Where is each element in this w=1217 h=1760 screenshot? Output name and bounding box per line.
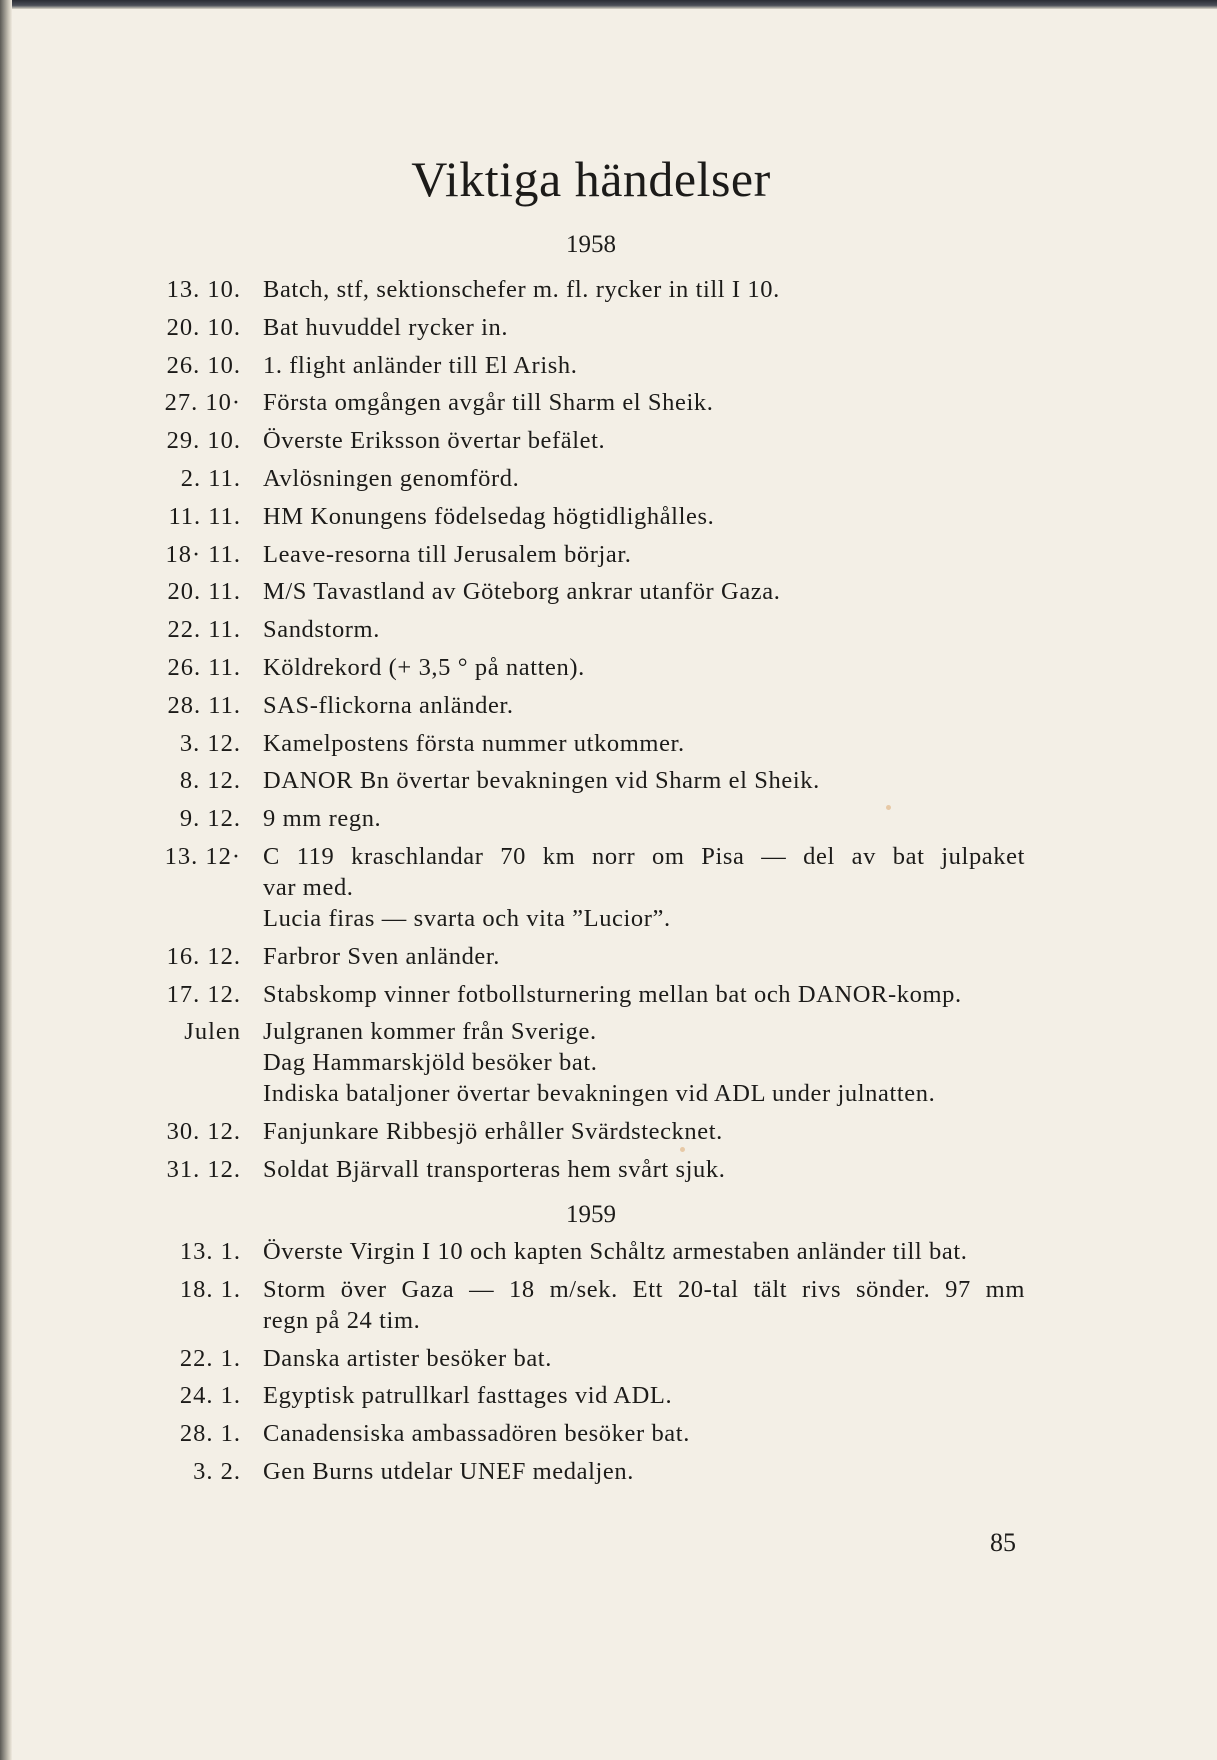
event-row [140, 539, 1025, 570]
event-date: 8. 12. [179, 767, 241, 795]
event-text-line: Julgranen kommer från Sverige. [263, 1018, 597, 1046]
event-description [263, 312, 1025, 343]
event-row [140, 1456, 1025, 1487]
event-description [263, 501, 1025, 532]
event-description [263, 463, 1025, 494]
event-text-line: HM Konungens födelsedag högtidlighålles. [263, 502, 715, 530]
event-description [263, 803, 1025, 834]
event-row [140, 1236, 1025, 1267]
paper-speck [680, 1147, 685, 1152]
event-row [140, 841, 1025, 934]
event-text-line: Soldat Bjärvall transporteras hem svårt sjuk. [263, 1155, 726, 1183]
event-row [140, 387, 1025, 418]
paper-speck [886, 805, 891, 810]
event-description [263, 941, 1025, 972]
event-row [140, 463, 1025, 494]
event-description [263, 1418, 1025, 1449]
event-text-line: M/S Tavastland av Göteborg ankrar utanför Gaza. [263, 578, 781, 606]
event-date: 20. 10. [166, 313, 241, 341]
event-row [140, 501, 1025, 532]
page-top-edge [0, 0, 1217, 9]
event-row [140, 803, 1025, 834]
event-date: 17. 12. [166, 980, 241, 1008]
event-description [263, 1236, 1025, 1267]
event-text-line: Danska artister besöker bat. [263, 1344, 552, 1372]
event-date: 20. 11. [167, 578, 241, 606]
event-row [140, 274, 1025, 305]
event-row [140, 1343, 1025, 1374]
event-date: 27. 10· [164, 389, 241, 417]
event-date: 28. 1. [179, 1420, 241, 1448]
event-date: 13. 12· [164, 842, 241, 870]
event-text-line: DANOR Bn övertar bevakningen vid Sharm el Sheik. [263, 767, 820, 795]
event-date: 18· 11. [165, 540, 241, 568]
event-date: 24. 1. [179, 1382, 241, 1410]
event-date: 11. 11. [168, 502, 241, 530]
event-row [140, 425, 1025, 456]
event-date: 30. 12. [166, 1118, 241, 1146]
event-row [140, 1154, 1025, 1185]
event-row [140, 728, 1025, 759]
event-description [263, 841, 1025, 934]
event-date: 22. 1. [179, 1344, 241, 1372]
event-text-line: Fanjunkare Ribbesjö erhåller Svärdstecknet. [263, 1118, 723, 1146]
event-date: 29. 10. [166, 427, 241, 455]
event-description [263, 1274, 1025, 1336]
event-text-line: Första omgången avgår till Sharm el Sheik. [263, 389, 714, 417]
event-text-line: Farbror Sven anländer. [263, 942, 501, 970]
event-text-line: Storm över Gaza — 18 m/sek. Ett 20-tal tält rivs sönder. 97 mm [263, 1275, 1025, 1303]
event-description [263, 1154, 1025, 1185]
book-spine-shadow [0, 0, 12, 1760]
event-row [140, 979, 1025, 1010]
event-row [140, 690, 1025, 721]
event-text-line: Dag Hammarskjöld besöker bat. [263, 1049, 598, 1077]
event-text-line: Stabskomp vinner fotbollsturnering mellan bat och DANOR-komp. [263, 980, 962, 1008]
event-description [263, 690, 1025, 721]
event-description [263, 387, 1025, 418]
event-date: 18. 1. [179, 1275, 241, 1303]
event-text-line: Sandstorm. [263, 616, 380, 644]
event-text-line: Gen Burns utdelar UNEF medaljen. [263, 1457, 634, 1485]
event-text-line: Lucia firas — svarta och vita ”Lucior”. [263, 904, 671, 932]
year-heading-1958: 1958 [566, 231, 616, 258]
event-text-line: Leave-resorna till Jerusalem börjar. [263, 540, 632, 568]
event-text-line: Batch, stf, sektionschefer m. fl. rycker in till I 10. [263, 276, 780, 303]
event-text-line: Bat huvuddel rycker in. [263, 313, 509, 341]
event-date: 13. 1. [179, 1238, 241, 1265]
event-description [263, 979, 1025, 1010]
event-description [263, 728, 1025, 759]
event-description [263, 1016, 1025, 1109]
event-text-line: var med. [263, 873, 354, 901]
event-list-1959 [140, 1236, 1025, 1494]
event-text-line: 9 mm regn. [263, 805, 382, 833]
event-description [263, 614, 1025, 645]
event-description [263, 1456, 1025, 1487]
event-description [263, 1116, 1025, 1147]
event-date: 3. 2. [193, 1457, 241, 1485]
event-text-line: Avlösningen genomförd. [263, 464, 520, 492]
event-date: Julen [184, 1018, 241, 1046]
event-description [263, 539, 1025, 570]
event-date: 28. 11. [167, 691, 241, 719]
event-row [140, 1274, 1025, 1336]
event-description [263, 425, 1025, 456]
event-text-line: Överste Eriksson övertar befälet. [263, 427, 606, 455]
event-text-line: regn på 24 tim. [263, 1306, 421, 1334]
page-number: 85 [990, 1528, 1016, 1557]
event-text-line: Kamelpostens första nummer utkommer. [263, 729, 685, 757]
event-description [263, 652, 1025, 683]
event-row [140, 312, 1025, 343]
event-row [140, 1116, 1025, 1147]
event-list-1958 [140, 274, 1025, 1192]
event-row [140, 1380, 1025, 1411]
event-text-line: Överste Virgin I 10 och kapten Schåltz armestaben anländer till bat. [263, 1238, 968, 1265]
event-date: 31. 12. [166, 1155, 241, 1183]
event-text-line: SAS-flickorna anländer. [263, 691, 514, 719]
event-description [263, 274, 1025, 305]
event-date: 26. 10. [166, 351, 241, 379]
event-date: 9. 12. [179, 805, 241, 833]
event-description [263, 350, 1025, 381]
event-date: 22. 11. [167, 616, 241, 644]
year-heading-1959: 1959 [566, 1201, 616, 1228]
event-text-line: 1. flight anländer till El Arish. [263, 351, 578, 379]
event-row [140, 765, 1025, 796]
event-text-line: Canadensiska ambassadören besöker bat. [263, 1420, 690, 1448]
event-text-line: Egyptisk patrullkarl fasttages vid ADL. [263, 1382, 673, 1410]
event-description [263, 576, 1025, 607]
event-text-line: C 119 kraschlandar 70 km norr om Pisa — del av bat julpaket [263, 842, 1025, 870]
event-date: 2. 11. [180, 464, 241, 492]
event-row [140, 1016, 1025, 1109]
event-description [263, 1380, 1025, 1411]
event-text-line: Indiska bataljoner övertar bevakningen vid ADL under julnatten. [263, 1080, 936, 1108]
event-row [140, 614, 1025, 645]
event-date: 16. 12. [166, 942, 241, 970]
event-row [140, 350, 1025, 381]
event-date: 3. 12. [179, 729, 241, 757]
event-date: 13. 10. [166, 276, 241, 303]
page-title: Viktiga händelser [411, 151, 771, 207]
event-description [263, 765, 1025, 796]
event-row [140, 652, 1025, 683]
event-row [140, 576, 1025, 607]
event-row [140, 941, 1025, 972]
event-row [140, 1418, 1025, 1449]
event-date: 26. 11. [167, 653, 241, 681]
event-description [263, 1343, 1025, 1374]
event-text-line: Köldrekord (+ 3,5 ° på natten). [263, 653, 585, 681]
